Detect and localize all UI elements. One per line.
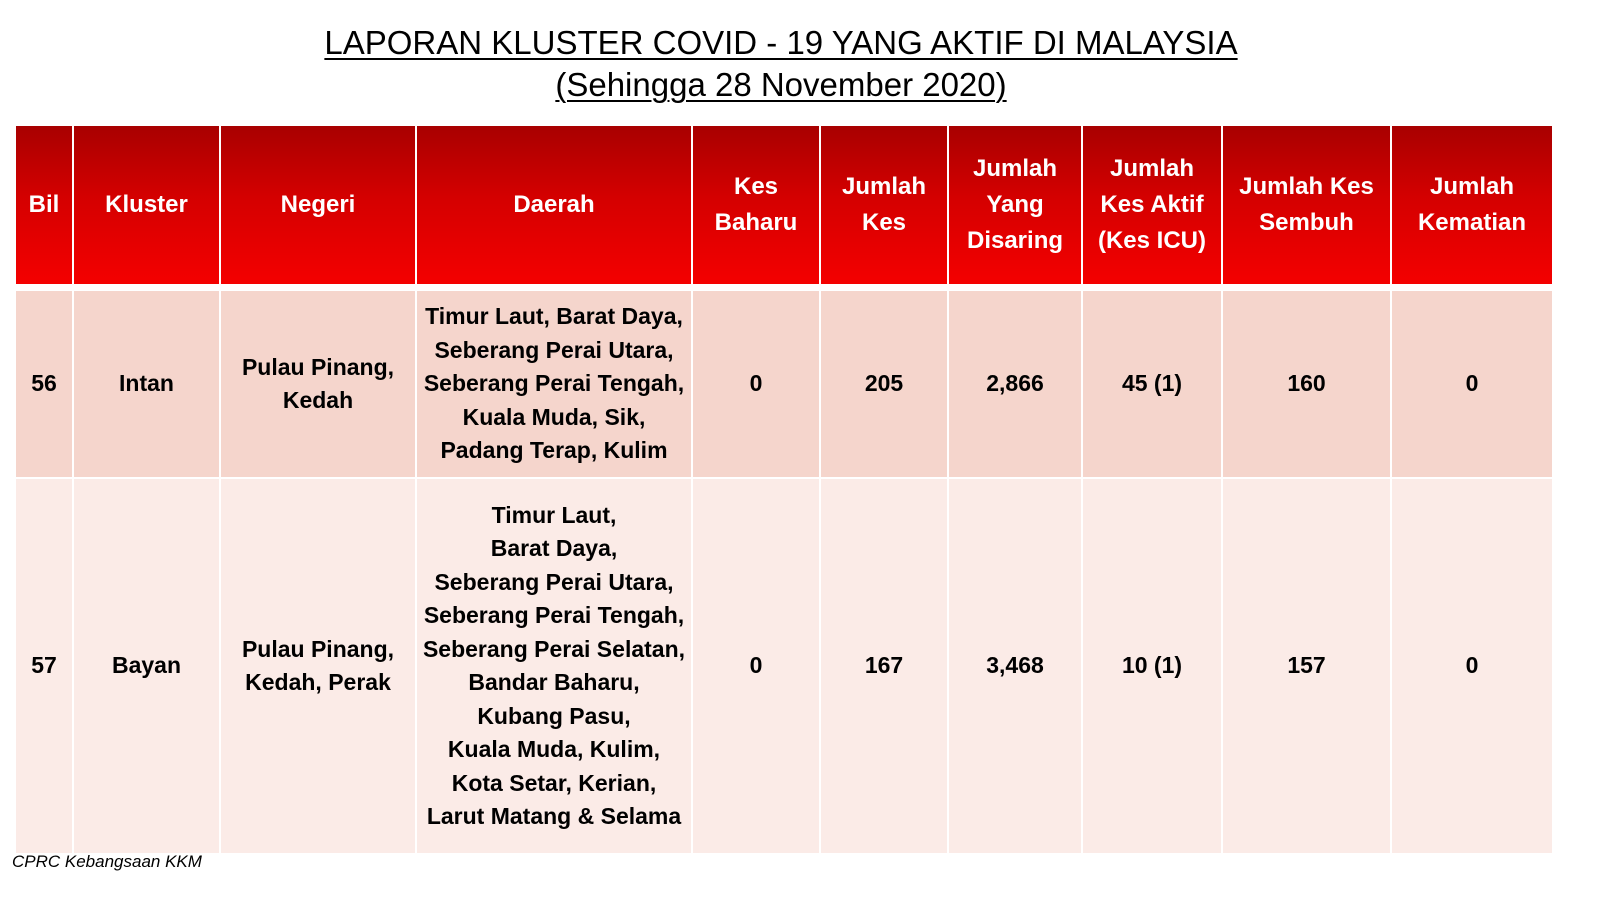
cell-kes-sembuh: 157 (1222, 478, 1391, 854)
title-line-1: LAPORAN KLUSTER COVID - 19 YANG AKTIF DI MALAYSIA (324, 24, 1238, 61)
header-jumlah-kes: Jumlah Kes (820, 125, 948, 285)
cell-kluster: Bayan (73, 478, 220, 854)
header-kluster: Kluster (73, 125, 220, 285)
cell-jumlah-disaring: 3,468 (948, 478, 1082, 854)
cluster-table (14, 124, 1554, 855)
table-row (15, 290, 1553, 478)
cell-daerah: Timur Laut, Barat Daya, Seberang Perai Utara, Seberang Perai Tengah, Kuala Muda, Sik, Padang Terap, Kulim (416, 290, 692, 478)
cell-kluster: Intan (73, 290, 220, 478)
header-bil: Bil (15, 125, 73, 285)
cell-jumlah-disaring: 2,866 (948, 290, 1082, 478)
cell-kes-baharu: 0 (692, 478, 820, 854)
header-jumlah-disaring: Jumlah Yang Disaring (948, 125, 1082, 285)
header-kes-sembuh: Jumlah Kes Sembuh (1222, 125, 1391, 285)
title-line-2: (Sehingga 28 November 2020) (555, 66, 1007, 103)
header-row (15, 125, 1553, 285)
cell-bil: 57 (15, 478, 73, 854)
cell-negeri: Pulau Pinang, Kedah, Perak (220, 478, 416, 854)
header-kes-aktif: Jumlah Kes Aktif (Kes ICU) (1082, 125, 1222, 285)
source-note: CPRC Kebangsaan KKM (12, 852, 202, 871)
cell-kes-aktif: 45 (1) (1082, 290, 1222, 478)
header-kematian: Jumlah Kematian (1391, 125, 1553, 285)
cell-negeri: Pulau Pinang, Kedah (220, 290, 416, 478)
header-kes-baharu: Kes Baharu (692, 125, 820, 285)
cell-kes-baharu: 0 (692, 290, 820, 478)
report-title (0, 22, 1562, 106)
cell-bil: 56 (15, 290, 73, 478)
table-row (15, 478, 1553, 854)
cell-jumlah-kes: 167 (820, 478, 948, 854)
cell-kematian: 0 (1391, 290, 1553, 478)
header-negeri: Negeri (220, 125, 416, 285)
cell-kes-sembuh: 160 (1222, 290, 1391, 478)
cell-jumlah-kes: 205 (820, 290, 948, 478)
cell-daerah: Timur Laut, Barat Daya, Seberang Perai Utara, Seberang Perai Tengah, Seberang Perai Selatan, Bandar Baharu, Kubang Pasu, Kuala Muda, Kulim, Kota Setar, Kerian, Larut Matang & Selama (416, 478, 692, 854)
header-daerah: Daerah (416, 125, 692, 285)
cell-kematian: 0 (1391, 478, 1553, 854)
cell-kes-aktif: 10 (1) (1082, 478, 1222, 854)
